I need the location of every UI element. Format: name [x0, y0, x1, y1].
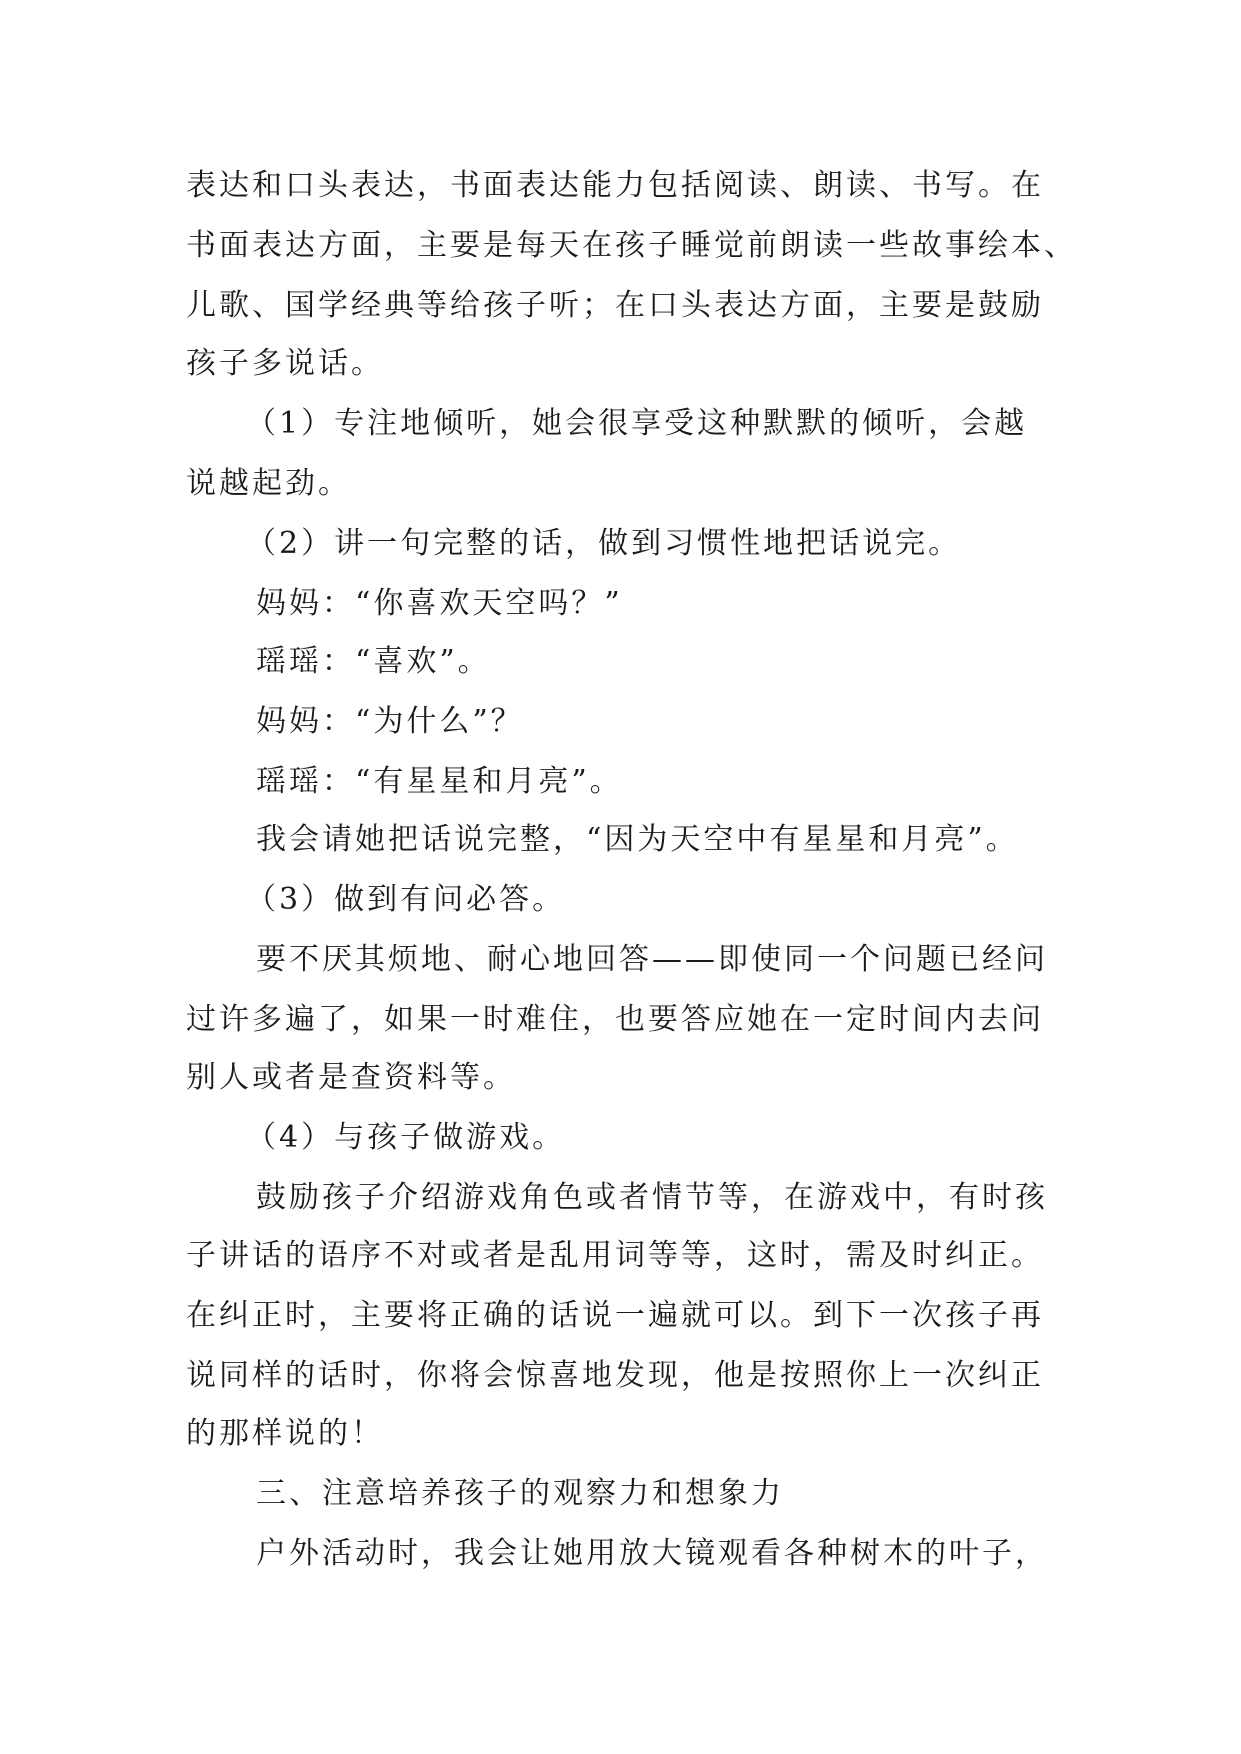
- text-line: 鼓励孩子介绍游戏角色或者情节等，在游戏中，有时孩: [256, 1180, 1048, 1215]
- text-line: （3）做到有问必答。: [246, 882, 566, 917]
- text-line: （2）讲一句完整的话，做到习惯性地把话说完。: [246, 526, 962, 561]
- dialogue-line: 瑶瑶：“喜欢”。: [256, 644, 491, 679]
- dialogue-line: 妈妈：“为什么”？: [256, 704, 524, 739]
- text-line: 我会请她把话说完整，“因为天空中有星星和月亮”。: [256, 822, 1019, 857]
- section-heading: 三、注意培养孩子的观察力和想象力: [256, 1476, 784, 1511]
- text-line: 过许多遍了，如果一时难住，也要答应她在一定时间内去问: [186, 1002, 1044, 1037]
- dialogue-line: 瑶瑶：“有星星和月亮”。: [256, 764, 623, 799]
- text-line: 子讲话的语序不对或者是乱用词等等，这时，需及时纠正。: [186, 1238, 1044, 1273]
- text-line: 书面表达方面，主要是每天在孩子睡觉前朗读一些故事绘本、: [186, 228, 1077, 263]
- text-line: 儿歌、国学经典等给孩子听；在口头表达方面，主要是鼓励: [186, 288, 1044, 323]
- dialogue-line: 妈妈：“你喜欢天空吗？”: [256, 586, 623, 621]
- text-line: （1）专注地倾听，她会很享受这种默默的倾听，会越: [246, 406, 1028, 441]
- text-line: 要不厌其烦地、耐心地回答——即使同一个问题已经问: [256, 942, 1048, 977]
- text-line: 说同样的话时，你将会惊喜地发现，他是按照你上一次纠正: [186, 1358, 1044, 1393]
- text-line: 的那样说的！: [186, 1416, 384, 1451]
- text-line: 孩子多说话。: [186, 346, 384, 381]
- text-line: 说越起劲。: [186, 466, 351, 501]
- text-line: 户外活动时，我会让她用放大镜观看各种树木的叶子，: [256, 1536, 1048, 1571]
- text-line: 在纠正时，主要将正确的话说一遍就可以。到下一次孩子再: [186, 1298, 1044, 1333]
- text-line: 表达和口头表达，书面表达能力包括阅读、朗读、书写。在: [186, 168, 1044, 203]
- text-line: （4）与孩子做游戏。: [246, 1120, 566, 1155]
- text-line: 别人或者是查资料等。: [186, 1060, 516, 1095]
